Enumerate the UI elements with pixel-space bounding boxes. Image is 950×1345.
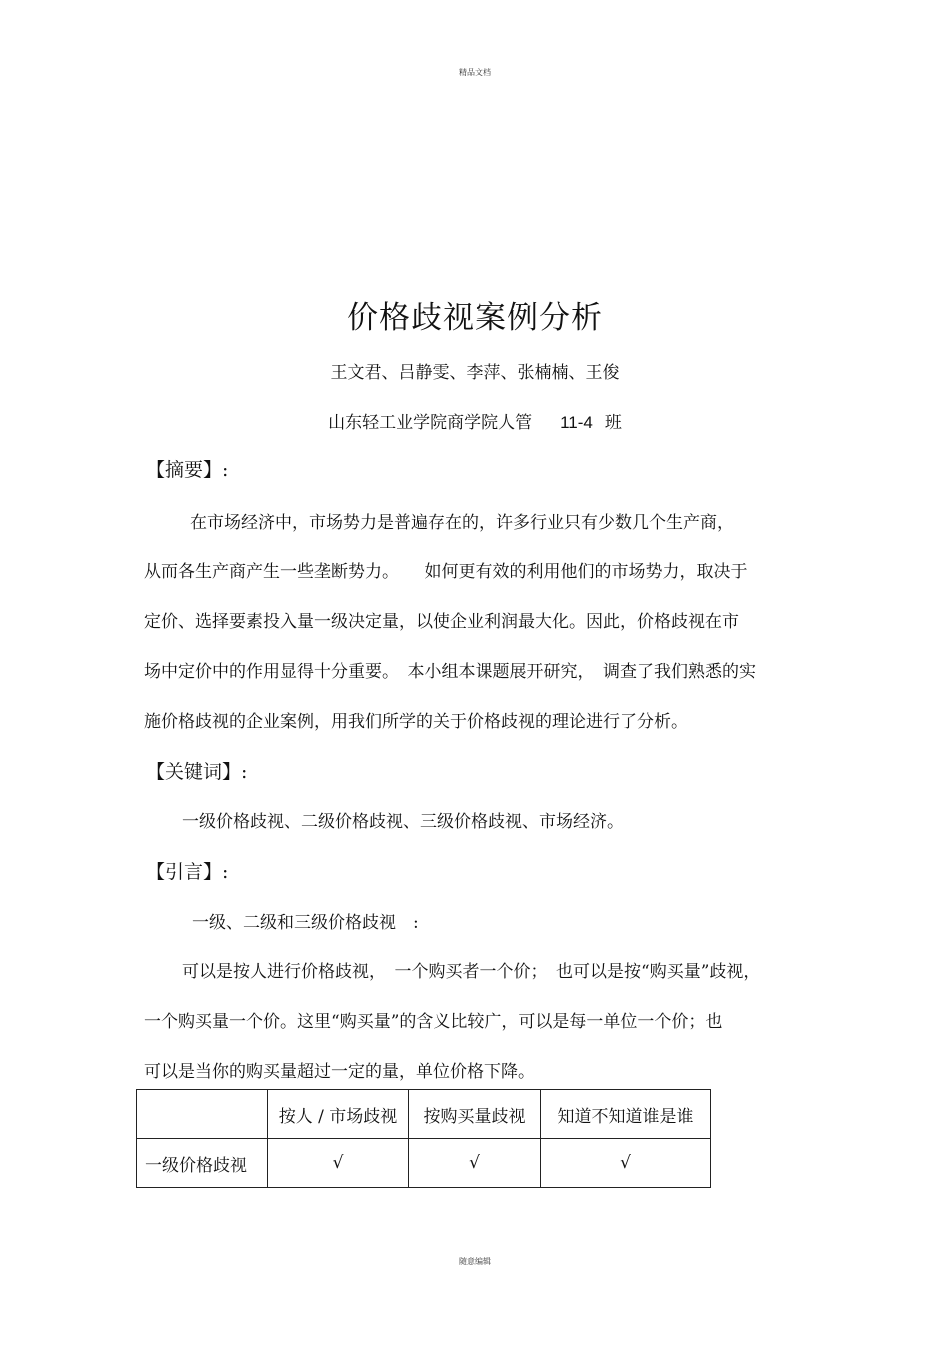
authors: 王文君、吕静雯、李萍、张楠楠、王俊	[330, 363, 620, 383]
price-discrimination-table	[136, 1089, 711, 1188]
table-cell: √	[409, 1139, 541, 1188]
table-header-row	[137, 1090, 711, 1139]
table-header-cell: 按购买量歧视	[409, 1090, 541, 1139]
table-row-label: 一级价格歧视	[137, 1139, 268, 1188]
intro-line-2: 一个购买量一个价。这里“购买量”的含义比较广，可以是每一单位一个价；也	[144, 1012, 723, 1032]
page-header: 精品文档	[459, 68, 491, 77]
abstract-line-5: 施价格歧视的企业案例，用我们所学的关于价格歧视的理论进行了分析。	[144, 712, 688, 732]
affiliation-class-suffix: 班	[604, 413, 622, 433]
intro-line-3: 可以是当你的购买量超过一定的量，单位价格下降。	[144, 1062, 535, 1082]
keywords-text: 一级价格歧视、二级价格歧视、三级价格歧视、市场经济。	[182, 812, 624, 832]
page-footer: 随意编辑	[459, 1257, 491, 1266]
affiliation-class-number: 11-4	[560, 413, 593, 432]
affiliation-school: 山东轻工业学院商学院人管	[328, 413, 533, 433]
intro-subheading: 一级、二级和三级价格歧视 :	[192, 913, 419, 933]
abstract-heading: 【摘要】:	[146, 459, 229, 481]
intro-line-1: 可以是按人进行价格歧视， 一个购买者一个价； 也可以是按“购买量”歧视，	[182, 962, 761, 982]
abstract-line-2: 从而各生产商产生一些垄断势力。 如何更有效的利用他们的市场势力，取决于	[144, 562, 748, 582]
affiliation	[0, 408, 950, 433]
table-cell: √	[541, 1139, 711, 1188]
table-header-cell	[137, 1090, 268, 1139]
intro-heading: 【引言】:	[146, 861, 229, 883]
document-title: 价格歧视案例分析	[347, 300, 603, 336]
abstract-line-3: 定价、选择要素投入量一级决定量，以使企业利润最大化。因此，价格歧视在市	[144, 612, 739, 632]
table-cell: √	[268, 1139, 409, 1188]
abstract-line-4: 场中定价中的作用显得十分重要。 本小组本课题展开研究， 调查了我们熟悉的实	[144, 662, 756, 682]
abstract-line-1: 在市场经济中，市场势力是普遍存在的，许多行业只有少数几个生产商，	[190, 513, 734, 533]
table-row	[137, 1139, 711, 1188]
table-header-cell: 知道不知道谁是谁	[541, 1090, 711, 1139]
keywords-heading: 【关键词】:	[146, 761, 248, 783]
table-header-cell: 按人 / 市场歧视	[268, 1090, 409, 1139]
